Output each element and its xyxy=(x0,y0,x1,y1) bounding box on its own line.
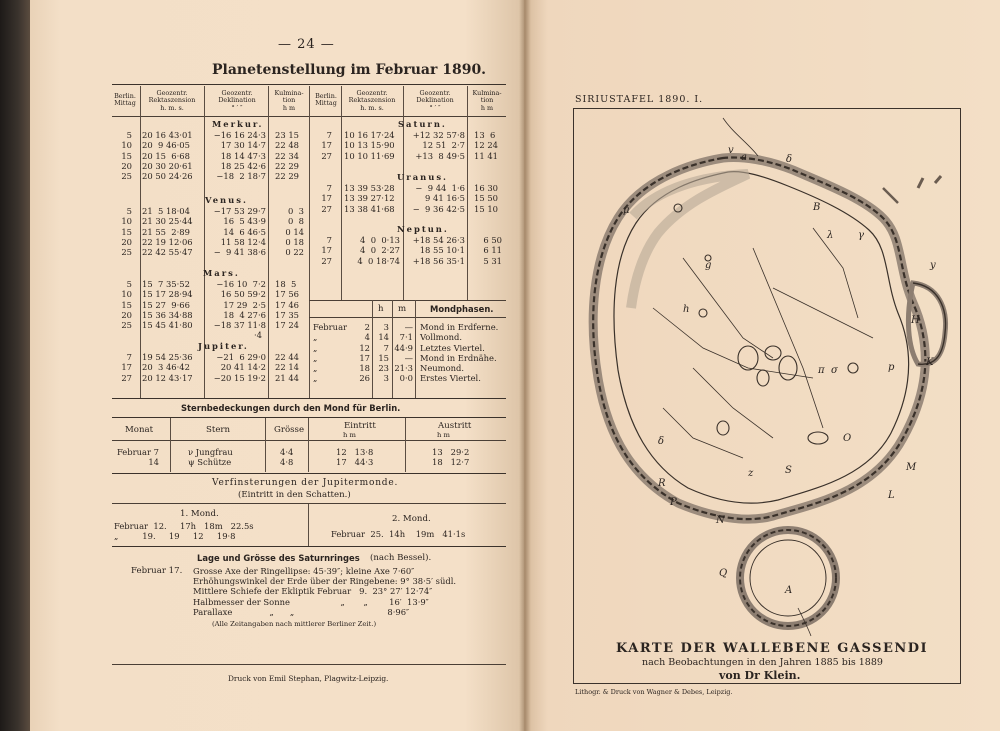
header-dekl-units-2: ° ′ ″ xyxy=(429,104,441,112)
map-label: O xyxy=(843,433,852,444)
map-title: KARTE DER WALLEBENE GASSENDI xyxy=(616,641,929,656)
saturn-ra: 10 16 17·24 10 13 15·90 10 10 11·69 xyxy=(344,130,395,161)
col-line xyxy=(140,86,141,398)
section-saturn: Saturn. xyxy=(398,119,447,129)
neptun-ra: 4 0 0·13 4 0 2·27 4 0 18·74 xyxy=(357,235,400,266)
map-label: g xyxy=(705,260,712,271)
venus-kulm: 0 3 0 8 0 14 0 18 0 22 xyxy=(285,206,304,258)
map-label: μ xyxy=(623,205,630,216)
section-uranus: Uranus. xyxy=(397,172,448,182)
mond-phases: Mond in Erdferne. Vollmond. Letztes Viertel. Mond in Erdnähe. Neumond. Erstes Viertel. xyxy=(420,322,499,384)
saturn-dec: +12 32 57·8 12 51 2·7 +13 8 49·5 xyxy=(412,130,465,161)
header-kulmination-2: Kulmina- tion xyxy=(472,89,502,104)
page-gutter xyxy=(519,0,531,731)
table-bottom-rule xyxy=(112,398,506,399)
col-line xyxy=(415,300,416,398)
col-line xyxy=(341,86,342,300)
header-deklination: Geozentr. Deklination xyxy=(218,89,256,104)
map-label: K xyxy=(926,357,934,368)
saturnring-date: Februar 17. xyxy=(131,566,183,576)
map-label: a xyxy=(741,152,747,163)
stern-header-groesse: Grösse xyxy=(274,425,305,435)
mars-extra: ·4 xyxy=(254,330,262,340)
map-label: M xyxy=(906,462,917,473)
stern-eintritt: 12 13·8 17 44·3 xyxy=(336,447,374,468)
merkur-days: 5 10 15 20 25 xyxy=(121,130,132,182)
venus-ra: 21 5 18·04 21 30 25·44 21 55 2·89 22 19 12·06 22 42 55·47 xyxy=(142,206,193,258)
verf-rule xyxy=(112,503,506,504)
saturn-kulm: 13 6 12 24 11 41 xyxy=(474,130,498,161)
saturnring-title-note: (nach Bessel). xyxy=(370,553,432,563)
saturn-days: 7 17 27 xyxy=(321,130,332,161)
verfinsterungen-title: Verfinsterungen der Jupitermonde. xyxy=(212,478,399,488)
map-label: v xyxy=(728,145,734,156)
stern-groesse: 4·4 4·8 xyxy=(280,447,294,468)
sternbedeckungen-title: Sternbedeckungen durch den Mond für Berlin. xyxy=(181,403,401,413)
table-top-rule xyxy=(112,84,506,85)
stern-header-eintritt: Eintritt xyxy=(344,421,376,431)
col-line xyxy=(170,418,171,472)
uranus-kulm: 16 30 15 50 15 10 xyxy=(474,183,498,214)
header-berlin-mittag-2: Berlin. Mittag xyxy=(315,92,337,107)
mars-days: 5 10 15 20 25 xyxy=(121,279,132,331)
map-label: R xyxy=(658,478,666,489)
verf-mond1: 1. Mond. xyxy=(180,509,219,519)
stern-top-rule xyxy=(112,417,506,418)
stern-header-austritt-units: h m xyxy=(437,431,450,439)
map-label: y xyxy=(930,260,936,271)
map-label: h xyxy=(683,304,690,315)
map-label: A xyxy=(785,585,793,596)
mars-ra: 15 7 35·52 15 17 28·94 15 27 9·66 15 36 34·88 15 45 41·80 xyxy=(142,279,193,331)
mond-m-header: m xyxy=(398,304,407,314)
stern-header-stern: Stern xyxy=(206,425,231,435)
mond-top-rule xyxy=(309,300,506,301)
merkur-kulm: 23 15 22 48 22 34 22 29 22 29 xyxy=(275,130,299,182)
map-label: N xyxy=(716,515,725,526)
jupiter-days: 7 17 27 xyxy=(121,352,132,383)
map-label: λ xyxy=(827,230,834,241)
col-line xyxy=(308,504,309,546)
map-label: δ xyxy=(658,436,665,447)
section-neptun: Neptun. xyxy=(397,224,449,234)
page-title: Planetenstellung im Februar 1890. xyxy=(212,62,487,78)
mars-kulm: 18 5 17 56 17 46 17 35 17 24 xyxy=(275,279,299,331)
header-berlin-mittag: Berlin. Mittag xyxy=(114,92,136,107)
jupiter-dec: −21 6 29·0 20 41 14·2 −20 15 19·2 xyxy=(213,352,266,383)
verf-bottom-rule xyxy=(112,546,506,547)
col-line xyxy=(467,86,468,300)
stern-header-monat: Monat xyxy=(125,425,154,435)
stern-header-eintritt-units: h m xyxy=(343,431,356,439)
map-label: z xyxy=(748,468,754,479)
verf-mond1-rows: Februar 12. 17h 18m 22.5s „ 19. 19 12 19·8 xyxy=(114,521,254,542)
map-label: S xyxy=(785,465,792,476)
stern-stern: ν Jungfrau ψ Schütze xyxy=(188,447,233,468)
map-label: L xyxy=(888,490,895,501)
verfinsterungen-subtitle: (Eintritt in den Schatten.) xyxy=(238,490,351,500)
section-mars: Mars. xyxy=(203,268,240,278)
footer-rule xyxy=(112,664,506,665)
mond-h-header: h xyxy=(378,304,384,314)
mond-hours: 3 14 7 15 23 3 xyxy=(378,322,389,384)
saturnring-lines: Grosse Axe der Ringellipse: 45·39″; kleine Axe 7·60″ Erhöhungswinkel der Erde über der Ringebene: 9° 38·5′ südl. Mittlere Schiefe der Ekliptik Februar 9. 23° 27′ 12·74″ Halbmesser der Sonne „ „ 16′ 13·9″ Parallaxe „ „ 8·96″ xyxy=(193,566,457,617)
venus-days: 5 10 15 20 25 xyxy=(121,206,132,258)
mars-dec: −16 10 7·2 16 50 59·2 17 29 2·5 18 4 27·6 −18 37 11·8 xyxy=(213,279,266,331)
header-kulmination: Kulmina- tion xyxy=(274,89,304,104)
header-rekt-units: h. m. s. xyxy=(160,104,184,112)
lithographer-credit: Lithogr. & Druck von Wagner & Debes, Leipzig. xyxy=(575,688,733,696)
header-rektaszension: Geozentr. Rektaszension xyxy=(148,89,196,104)
merkur-dec: −16 16 24·3 17 30 14·7 18 14 47·3 18 25 42·6 −18 2 18·7 xyxy=(213,130,266,182)
printer-credit: Druck von Emil Stephan, Plagwitz-Leipzig. xyxy=(228,674,389,683)
mond-title: Mondphasen. xyxy=(430,304,494,314)
map-label: δ xyxy=(786,154,793,165)
map-label: H xyxy=(911,315,920,326)
merkur-ra: 20 16 43·01 20 9 46·05 20 15 6·68 20 30 20·61 20 50 24·26 xyxy=(142,130,193,182)
mond-days: 2 4 12 17 18 26 xyxy=(359,322,370,384)
neptun-days: 7 17 27 xyxy=(321,235,332,266)
section-merkur: Merkur. xyxy=(212,119,264,129)
siriustafel-label: SIRIUSTAFEL 1890. I. xyxy=(575,94,704,105)
col-line xyxy=(265,418,266,472)
page-number: — 24 — xyxy=(278,37,335,52)
stern-bottom-rule xyxy=(112,473,506,474)
uranus-dec: − 9 44 1·6 9 41 16·5 − 9 36 42·5 xyxy=(412,183,465,214)
mond-header-rule xyxy=(309,317,506,318)
stern-monat: Februar 7 14 xyxy=(116,447,159,468)
header-dekl-units: ° ′ ″ xyxy=(231,104,243,112)
map-author: von Dr Klein. xyxy=(719,669,801,682)
map-label: γ xyxy=(858,230,864,241)
neptun-kulm: 6 50 6 11 5 31 xyxy=(483,235,502,266)
map-label: π xyxy=(818,365,825,376)
map-label: B xyxy=(813,202,821,213)
header-kulm-units-2: h m xyxy=(480,104,494,112)
gassendi-map xyxy=(573,108,961,638)
verf-mond2: 2. Mond. xyxy=(392,514,431,524)
uranus-days: 7 17 27 xyxy=(321,183,332,214)
book-spine xyxy=(0,0,30,731)
saturnring-note: (Alle Zeitangaben nach mittlerer Berliner Zeit.) xyxy=(212,620,377,628)
header-rektaszension-2: Geozentr. Rektaszension xyxy=(348,89,396,104)
uranus-ra: 13 39 53·28 13 39 27·12 13 38 41·68 xyxy=(344,183,395,214)
map-label: p xyxy=(888,362,895,373)
col-line xyxy=(309,86,310,398)
mond-mins: — 7·1 44·9 — 21·3 0·0 xyxy=(394,322,413,384)
stern-header-austritt: Austritt xyxy=(438,421,472,431)
neptun-dec: +18 54 26·3 18 55 10·1 +18 56 35·1 xyxy=(412,235,465,266)
jupiter-ra: 19 54 25·36 20 3 46·42 20 12 43·17 xyxy=(142,352,193,383)
col-line xyxy=(308,418,309,472)
header-deklination-2: Geozentr. Deklination xyxy=(416,89,454,104)
verf-mond2-row: Februar 25. 14h 19m 41·1s xyxy=(331,529,466,539)
saturnring-title: Lage und Grösse des Saturnringes xyxy=(197,553,360,563)
map-subtitle: nach Beobachtungen in den Jahren 1885 bis 1889 xyxy=(642,657,883,668)
header-rekt-units-2: h. m. s. xyxy=(360,104,384,112)
stern-austritt: 13 29·2 18 12·7 xyxy=(432,447,470,468)
stern-header-rule xyxy=(112,440,506,441)
mond-months: Februar „ „ „ „ „ xyxy=(313,322,348,384)
map-label: σ xyxy=(831,365,838,376)
venus-dec: −17 53 29·7 16 5 43·9 14 6 46·5 11 58 12·4 − 9 41 38·6 xyxy=(213,206,266,258)
col-line xyxy=(268,86,269,398)
jupiter-kulm: 22 44 22 14 21 44 xyxy=(275,352,299,383)
col-line xyxy=(405,418,406,472)
header-kulm-units: h m xyxy=(282,104,296,112)
map-label: P xyxy=(670,497,677,508)
section-venus: Venus. xyxy=(205,195,248,205)
section-jupiter: Jupiter. xyxy=(198,341,249,351)
map-label: Q xyxy=(719,568,728,579)
